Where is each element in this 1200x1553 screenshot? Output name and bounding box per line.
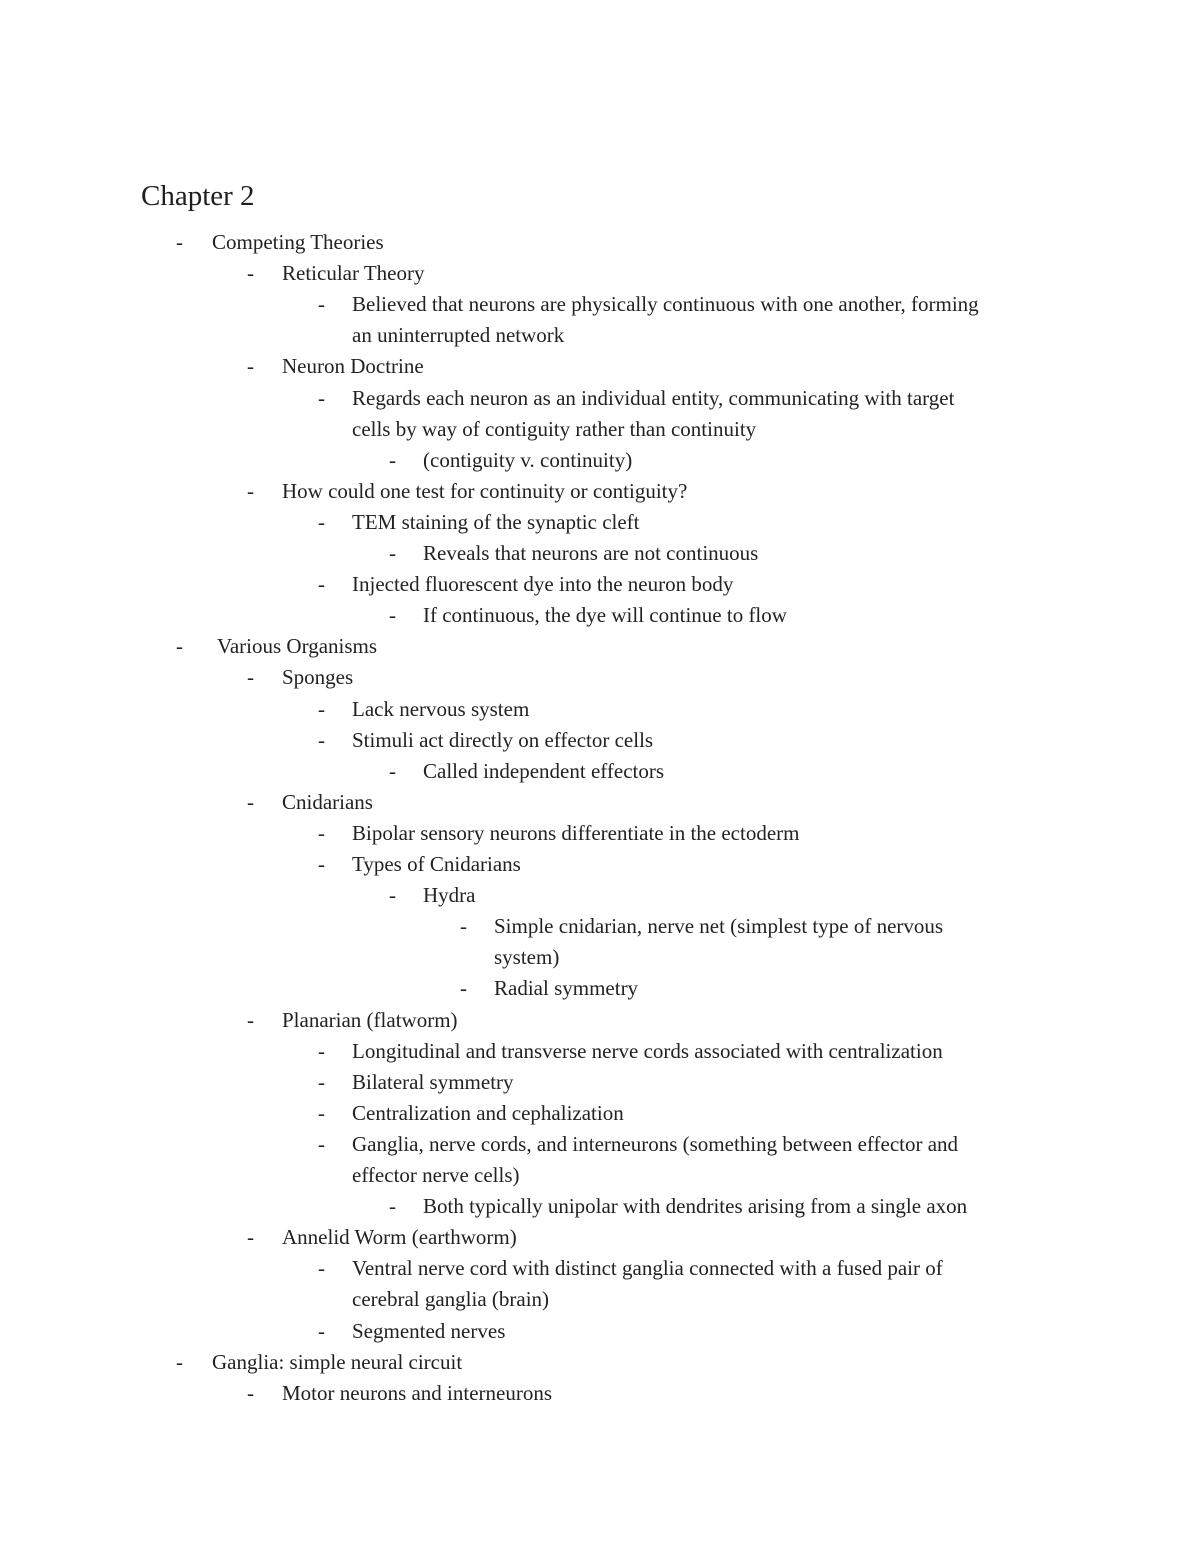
bullet-dash: -	[460, 976, 467, 1001]
outline-item-level-5: Radial symmetry	[494, 976, 639, 1001]
outline-item-level-3: Bilateral symmetry	[352, 1069, 514, 1094]
outline-item-level-3: cells by way of contiguity rather than continuity	[352, 416, 757, 441]
outline-item-level-2: Annelid Worm (earthworm)	[282, 1225, 517, 1250]
outline-item-level-3: Longitudinal and transverse nerve cords associated with centralization	[352, 1038, 943, 1063]
outline-item-level-2: Cnidarians	[282, 789, 373, 814]
bullet-dash: -	[318, 820, 325, 845]
outline-item-level-1: Various Organisms	[217, 634, 378, 659]
outline-item-level-2: Motor neurons and interneurons	[282, 1380, 553, 1405]
bullet-dash: -	[389, 447, 396, 472]
outline-item-level-3: Ganglia, nerve cords, and interneurons (something between effector and	[352, 1131, 959, 1156]
outline-item-level-4: If continuous, the dye will continue to flow	[423, 603, 787, 628]
outline-item-level-3: Regards each neuron as an individual entity, communicating with target	[352, 385, 955, 410]
bullet-dash: -	[247, 1380, 254, 1405]
bullet-dash: -	[318, 696, 325, 721]
bullet-dash: -	[318, 1131, 325, 1156]
outline-item-level-3: an uninterrupted network	[352, 323, 565, 348]
outline-item-level-3: Believed that neurons are physically continuous with one another, forming	[352, 292, 979, 317]
bullet-dash: -	[318, 1100, 325, 1125]
bullet-dash: -	[247, 354, 254, 379]
bullet-dash: -	[389, 541, 396, 565]
outline-item-level-3: Types of Cnidarians	[352, 852, 521, 876]
outline-item-level-4: Hydra	[423, 883, 476, 908]
bullet-dash: -	[318, 1038, 325, 1063]
outline-item-level-3: effector nerve cells)	[352, 1163, 520, 1187]
outline-item-level-3: cerebral ganglia (brain)	[352, 1287, 550, 1312]
bullet-dash: -	[247, 665, 254, 690]
outline-item-level-1: Ganglia: simple neural circuit	[212, 1349, 463, 1374]
bullet-dash: -	[318, 727, 325, 752]
outline-item-level-3: Lack nervous system	[352, 696, 530, 721]
outline-item-level-3: Injected fluorescent dye into the neuron body	[352, 572, 734, 597]
bullet-dash: -	[318, 292, 325, 317]
page-title: Chapter 2	[141, 180, 255, 212]
bullet-dash: -	[247, 261, 254, 286]
bullet-dash: -	[389, 1194, 396, 1219]
outline-item-level-4: Both typically unipolar with dendrites arising from a single axon	[423, 1194, 968, 1219]
outline-item-level-2: Planarian (flatworm)	[282, 1007, 458, 1032]
outline-item-level-3: Centralization and cephalization	[352, 1100, 624, 1125]
bullet-dash: -	[389, 603, 396, 628]
bullet-dash: -	[247, 478, 254, 503]
outline-item-level-5: system)	[494, 945, 560, 970]
bullet-dash: -	[247, 1225, 254, 1250]
outline-item-level-3: Bipolar sensory neurons differentiate in the ectoderm	[352, 820, 800, 845]
outline-item-level-1: Competing Theories	[212, 230, 384, 254]
bullet-dash: -	[389, 883, 396, 908]
bullet-dash: -	[247, 789, 254, 814]
outline-item-level-2: Neuron Doctrine	[282, 354, 424, 379]
bullet-dash: -	[318, 852, 325, 876]
bullet-dash: -	[247, 1007, 254, 1032]
bullet-dash: -	[176, 230, 183, 254]
outline-item-level-4: Called independent effectors	[423, 758, 665, 783]
outline-item-level-3: Segmented nerves	[352, 1318, 506, 1343]
bullet-dash: -	[318, 1318, 325, 1343]
outline-item-level-3: Ventral nerve cord with distinct ganglia connected with a fused pair of	[352, 1256, 943, 1281]
bullet-dash: -	[460, 914, 467, 939]
bullet-dash: -	[318, 1256, 325, 1281]
outline-item-level-4: Reveals that neurons are not continuous	[423, 541, 759, 565]
bullet-dash: -	[318, 572, 325, 597]
outline-item-level-2: How could one test for continuity or contiguity?	[282, 478, 688, 503]
outline-item-level-2: Reticular Theory	[282, 261, 425, 286]
bullet-dash: -	[389, 758, 396, 783]
outline-item-level-3: TEM staining of the synaptic cleft	[352, 509, 640, 534]
outline-item-level-2: Sponges	[282, 665, 354, 690]
bullet-dash: -	[318, 509, 325, 534]
bullet-dash: -	[318, 1069, 325, 1094]
bullet-dash: -	[318, 385, 325, 410]
bullet-dash: -	[176, 1349, 183, 1374]
bullet-dash: -	[176, 634, 183, 659]
outline-item-level-4: (contiguity v. continuity)	[423, 447, 633, 472]
outline-item-level-3: Stimuli act directly on effector cells	[352, 727, 654, 752]
outline-item-level-5: Simple cnidarian, nerve net (simplest type of nervous	[494, 914, 944, 939]
